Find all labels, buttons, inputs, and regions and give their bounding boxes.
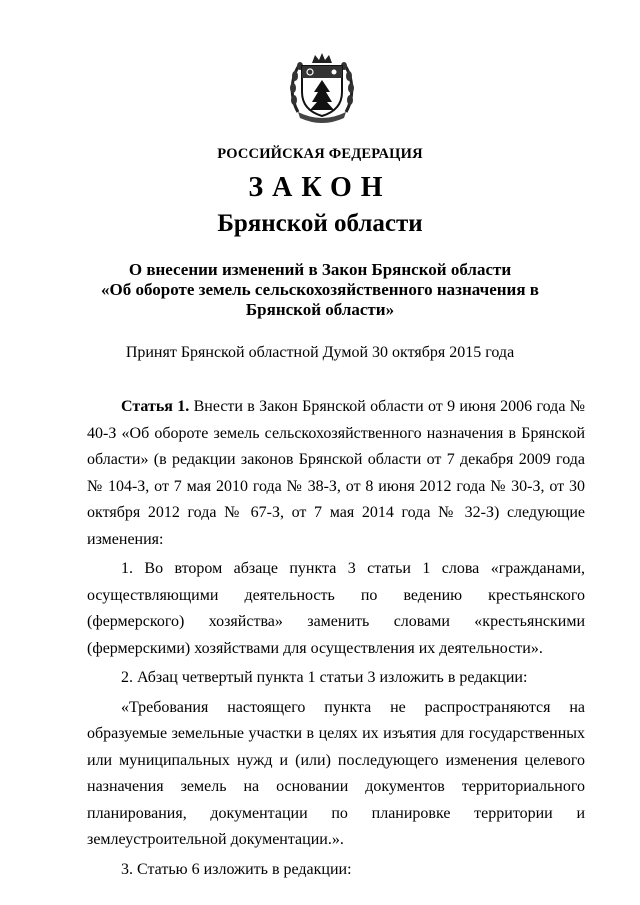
item-2-paragraph: 2. Абзац четвертый пункта 1 статьи 3 изложить в редакции:	[121, 669, 528, 686]
document-type-heading: ЗАКОН	[248, 172, 392, 203]
article-1-label: Статья 1.	[121, 398, 190, 415]
law-title	[0, 260, 640, 320]
coat-of-arms-icon	[288, 52, 356, 124]
quoted-amendment-paragraph: «Требования настоящего пункта не распространяются на образуемые земельные участки в целях их изъятия для государственных или муниципальных нужд и (или) последующего изменения целевого назначения земель на основании документов территориального планирования, документации по планировке территории и землеустроительной документации.».	[87, 698, 585, 848]
country-heading: РОССИЙСКАЯ ФЕДЕРАЦИЯ	[217, 146, 423, 162]
law-title-line: О внесении изменений в Закон Брянской области	[128, 260, 512, 279]
law-title-line: «Об обороте земель сельскохозяйственного назначения в	[101, 280, 539, 299]
item-1-paragraph: 1. Во втором абзаце пункта 3 статьи 1 слова «гражданами, осуществляющими деятельность по ведению крестьянского (фермерского) хозяйства» заменить словами «крестьянскими (фермерскими) хозяйствами для осуществления их деятельности».	[87, 560, 585, 657]
region-heading: Брянской области	[217, 210, 423, 237]
item-3-paragraph: 3. Статью 6 изложить в редакции:	[121, 860, 352, 878]
adoption-line: Принят Брянской областной Думой 30 октября 2015 года	[125, 344, 515, 361]
law-title-line: Брянской области»	[245, 300, 395, 319]
article-1-paragraph	[87, 394, 585, 553]
law-body	[87, 394, 585, 883]
article-1-text: Внести в Закон Брянской области от 9 июня 2006 года № 40-З «Об обороте земель сельскохозяйственного назначения в Брянской области» (в редакции законов Брянской области от 7 декабря 2009 года № 104-З, от 7 мая 2010 года № 38-З, от 8 июня 2012 года № 30-З, от 30 октября 2012 года № 67-З, от 7 мая 2014 года № 32-З) следующие изменения:	[87, 398, 585, 548]
